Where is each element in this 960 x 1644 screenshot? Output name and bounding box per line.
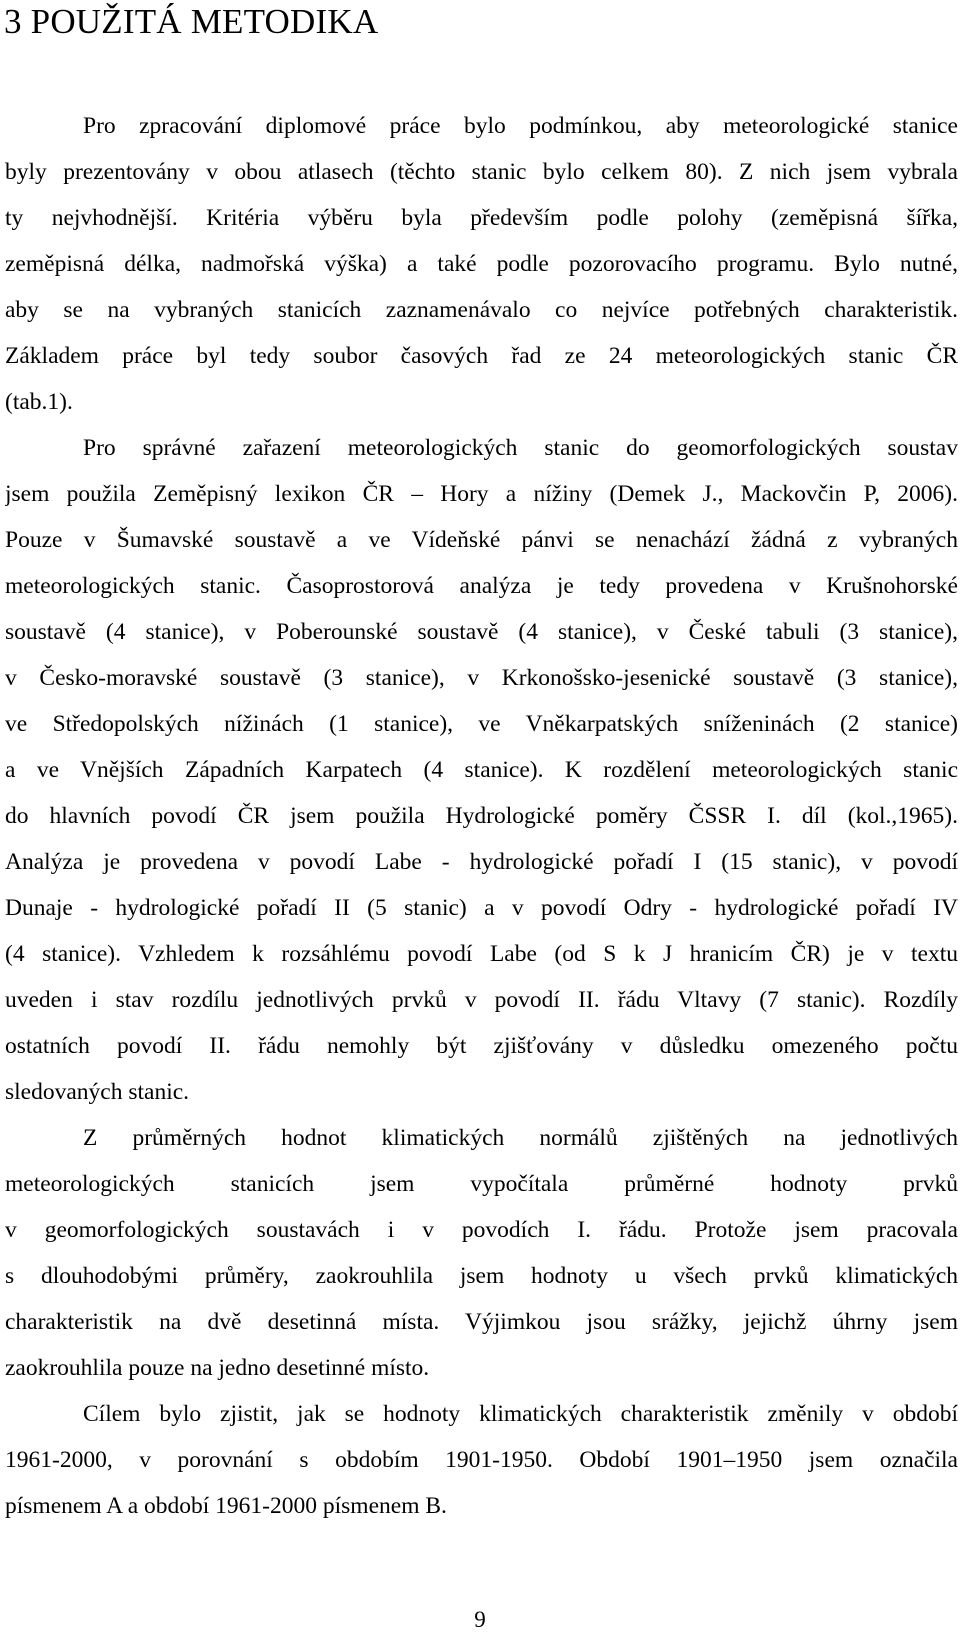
text-line: zaokrouhlila pouze na jedno desetinné místo. — [5, 1355, 430, 1381]
text-line: Pro správné zařazení meteorologických stanic do geomorfologických soustav — [83, 435, 958, 461]
text-line: a ve Vnějších Západních Karpatech (4 stanice). K rozdělení meteorologických stanic — [5, 757, 958, 783]
text-line: v geomorfologických soustavách i v povodích I. řádu. Protože jsem pracovala — [5, 1217, 958, 1243]
text-line: jsem použila Zeměpisný lexikon ČR – Hory a nížiny (Demek J., Mackovčin P, 2006). — [5, 481, 958, 507]
text-line: sledovaných stanic. — [5, 1079, 190, 1105]
paragraph-2 — [5, 425, 958, 1115]
paragraph-4 — [5, 1391, 958, 1529]
text-line: (4 stanice). Vzhledem k rozsáhlému povodí Labe (od S k J hranicím ČR) je v textu — [5, 941, 958, 967]
body-text — [5, 103, 958, 1529]
text-line: zeměpisná délka, nadmořská výška) a také podle pozorovacího programu. Bylo nutné, — [5, 251, 958, 277]
text-line: Z průměrných hodnot klimatických normálů zjištěných na jednotlivých — [83, 1125, 958, 1151]
paragraph-3 — [5, 1115, 958, 1391]
text-line: Základem práce byl tedy soubor časových řad ze 24 meteorologických stanic ČR — [5, 343, 958, 369]
text-line: Dunaje - hydrologické pořadí II (5 stanic) a v povodí Odry - hydrologické pořadí IV — [5, 895, 958, 921]
text-line: Pro zpracování diplomové práce bylo podmínkou, aby meteorologické stanice — [83, 113, 958, 139]
text-line: aby se na vybraných stanicích zaznamenávalo co nejvíce potřebných charakteristik. — [5, 297, 958, 323]
text-line: ostatních povodí II. řádu nemohly být zjišťovány v důsledku omezeného počtu — [5, 1033, 958, 1059]
text-line: s dlouhodobými průměry, zaokrouhlila jsem hodnoty u všech prvků klimatických — [5, 1263, 958, 1289]
text-line: soustavě (4 stanice), v Poberounské soustavě (4 stanice), v České tabuli (3 stanice), — [5, 619, 958, 645]
text-line: Pouze v Šumavské soustavě a ve Vídeňské pánvi se nenachází žádná z vybraných — [5, 527, 958, 553]
text-line: v Česko-moravské soustavě (3 stanice), v Krkonošsko-jesenické soustavě (3 stanice), — [5, 665, 958, 691]
text-line: meteorologických stanicích jsem vypočítala průměrné hodnoty prvků — [5, 1171, 958, 1197]
text-line: meteorologických stanic. Časoprostorová analýza je tedy provedena v Krušnohorské — [5, 573, 958, 599]
text-line: uveden i stav rozdílu jednotlivých prvků v povodí II. řádu Vltavy (7 stanic). Rozdíly — [5, 987, 958, 1013]
text-line: ty nejvhodnější. Kritéria výběru byla především podle polohy (zeměpisná šířka, — [5, 205, 958, 231]
page-number: 9 — [474, 1607, 486, 1632]
text-line: byly prezentovány v obou atlasech (těchto stanic bylo celkem 80). Z nich jsem vybrala — [5, 159, 958, 185]
text-line: Analýza je provedena v povodí Labe - hydrologické pořadí I (15 stanic), v povodí — [5, 849, 958, 875]
chapter-heading: 3 POUŽITÁ METODIKA — [4, 2, 379, 41]
text-line: ve Středopolských nížinách (1 stanice), ve Vněkarpatských sníženinách (2 stanice) — [5, 711, 958, 737]
paragraph-1 — [5, 103, 958, 425]
text-line: charakteristik na dvě desetinná místa. Výjimkou jsou srážky, jejichž úhrny jsem — [5, 1309, 958, 1335]
text-line: Cílem bylo zjistit, jak se hodnoty klimatických charakteristik změnily v období — [83, 1401, 958, 1427]
text-line: 1961-2000, v porovnání s obdobím 1901-1950. Období 1901–1950 jsem označila — [5, 1447, 958, 1473]
text-line: písmenem A a období 1961-2000 písmenem B. — [5, 1493, 447, 1519]
text-line: do hlavních povodí ČR jsem použila Hydrologické poměry ČSSR I. díl (kol.,1965). — [5, 803, 958, 829]
text-line: (tab.1). — [5, 389, 73, 415]
